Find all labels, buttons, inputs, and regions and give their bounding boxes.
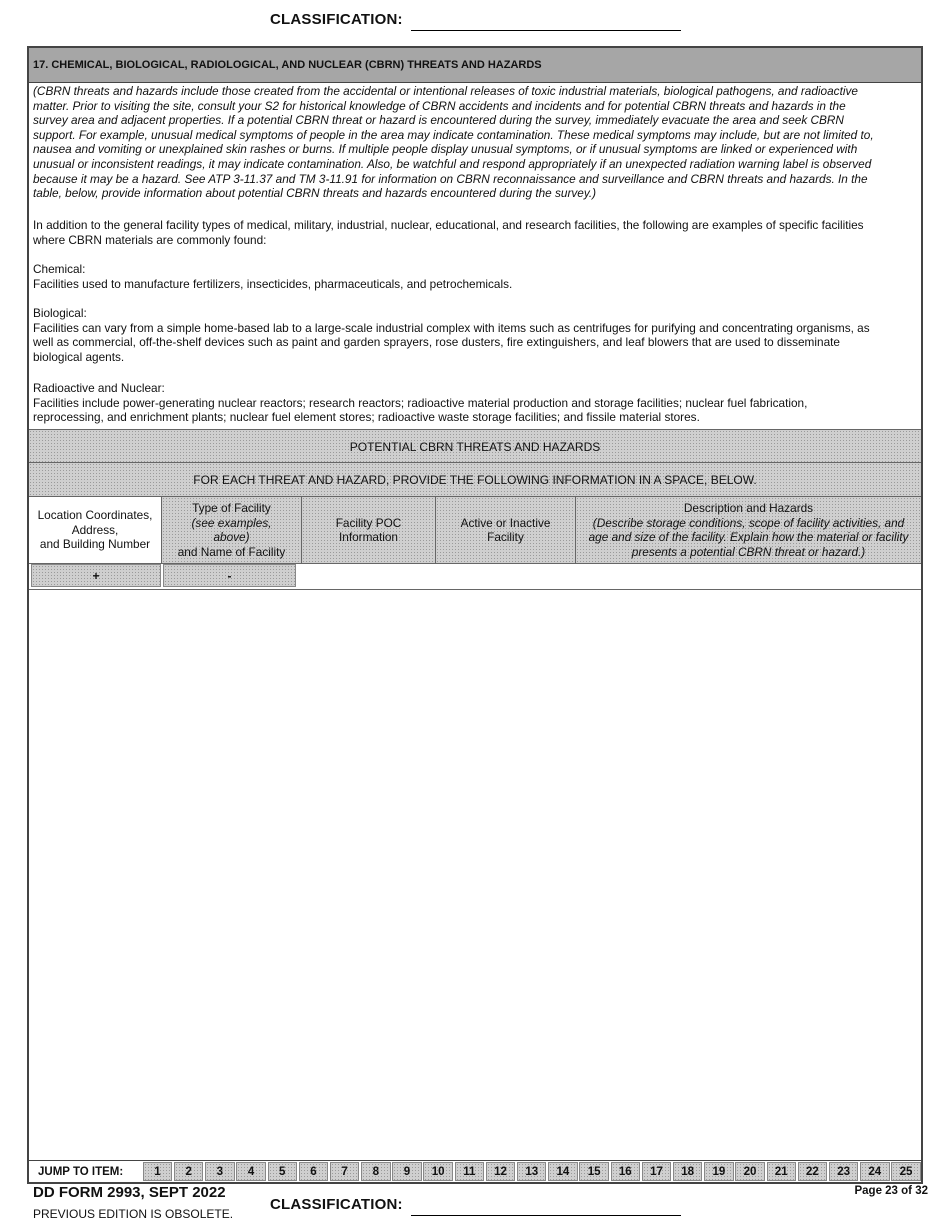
col-poc-line: Facility POC	[335, 515, 402, 530]
jump-item-button[interactable]: 20	[735, 1162, 764, 1181]
col-location	[29, 497, 162, 563]
chemical-heading: Chemical:	[33, 262, 86, 276]
col-description-line: presents a potential CBRN threat or hazard.)	[631, 544, 866, 559]
general-paragraph	[33, 218, 919, 247]
radioactive-text	[33, 396, 919, 425]
jump-item-button[interactable]: 7	[330, 1162, 359, 1181]
col-description	[576, 497, 921, 563]
section-frame	[27, 46, 923, 1184]
jump-item-button[interactable]: 23	[829, 1162, 858, 1181]
jump-item-button[interactable]: 2	[174, 1162, 203, 1181]
intro-line: matter. Prior to visiting the site, consult your S2 for historical knowledge of CBRN accidents and incidents and for potential CBRN threats and hazards in the	[33, 98, 846, 113]
intro-line: (CBRN threats and hazards include those created from the accidental or intentional releases of toxic industrial materials, biological pathogens, and radioactive	[33, 84, 858, 98]
col-active-line: Facility	[487, 530, 524, 544]
col-location-line: Location Coordinates,	[37, 508, 153, 523]
jump-item-button[interactable]: 11	[455, 1162, 484, 1181]
jump-item-button[interactable]: 12	[486, 1162, 515, 1181]
col-location-line: Address,	[71, 522, 119, 537]
jump-item-button[interactable]: 6	[299, 1162, 328, 1181]
intro-line: support. For example, unusual medical symptoms of people in the area may indicate contamination. These medical symptoms may include, but are not limited to,	[33, 127, 874, 142]
jump-item-button[interactable]: 19	[704, 1162, 733, 1181]
general-line: In addition to the general facility types of medical, military, industrial, nuclear, educational, and research facilities, the following are examples of specific facilities	[33, 218, 864, 232]
jump-item-button[interactable]: 10	[423, 1162, 452, 1181]
bottom-classification-field[interactable]	[411, 1215, 681, 1216]
intro-paragraph	[33, 84, 919, 201]
jump-item-button[interactable]: 18	[673, 1162, 702, 1181]
col-poc-line: Information	[338, 530, 398, 544]
section-title: 17. CHEMICAL, BIOLOGICAL, RADIOLOGICAL, AND NUCLEAR (CBRN) THREATS AND HAZARDS	[29, 48, 921, 83]
col-description-line: (Describe storage conditions, scope of facility activities, and	[592, 515, 905, 530]
biological-heading: Biological:	[33, 306, 87, 320]
radioactive-line: reprocessing, and enrichment plants; nuclear fuel element stores; radioactive waste storage facilities; and fissile material stores.	[33, 410, 700, 425]
jump-to-item-bar	[29, 1160, 921, 1182]
radioactive-heading: Radioactive and Nuclear:	[33, 381, 165, 395]
top-classification-field[interactable]	[411, 30, 681, 31]
table-band-instructions: FOR EACH THREAT AND HAZARD, PROVIDE THE FOLLOWING INFORMATION IN A SPACE, BELOW.	[29, 462, 921, 496]
jump-item-button[interactable]: 14	[548, 1162, 577, 1181]
jump-item-button[interactable]: 1	[143, 1162, 172, 1181]
intro-line: survey area and adjacent properties. If a potential CBRN threat or hazard is encountered during the survey, immediately evacuate the area and seek CBRN	[33, 113, 844, 128]
table-controls-row	[29, 562, 921, 590]
jump-item-button[interactable]: 3	[205, 1162, 234, 1181]
edition-note: PREVIOUS EDITION IS OBSOLETE.	[33, 1207, 234, 1221]
table-column-headers	[29, 496, 921, 564]
biological-line: well as commercial, off-the-shelf devices such as paint and garden sprayers, rose dusters, fire extinguishers, and leaf blowers that are used to disseminate	[33, 335, 840, 350]
page-number: Page 23 of 32	[854, 1185, 928, 1197]
intro-line: nausea and vomiting or unexplained skin rashes or burns. If multiple people display unusual symptoms, or if unusual symptoms are linked or experienced with	[33, 142, 858, 157]
chemical-text	[33, 277, 919, 292]
col-facility-type	[162, 497, 302, 563]
jump-label: JUMP TO ITEM:	[38, 1165, 124, 1178]
biological-text	[33, 321, 919, 365]
radioactive-block	[33, 381, 919, 425]
table-band-title: POTENTIAL CBRN THREATS AND HAZARDS	[29, 429, 921, 463]
jump-item-button[interactable]: 24	[860, 1162, 889, 1181]
jump-item-button[interactable]: 8	[361, 1162, 390, 1181]
chemical-line: Facilities used to manufacture fertilizers, insecticides, pharmaceuticals, and petrochemicals.	[33, 276, 513, 291]
intro-line: unusual or inconsistent readings, it may indicate contamination. Also, be watchful and respond appropriately if an unexpected radiation warning label is observed	[33, 156, 872, 171]
col-poc	[302, 497, 436, 563]
remove-row-button[interactable]: -	[163, 564, 296, 587]
general-line: where CBRN materials are commonly found:	[33, 232, 267, 247]
biological-line: Facilities can vary from a simple home-based lab to a large-scale industrial complex with items such as centrifuges for purifying and concentrating organisms, as	[33, 320, 870, 335]
radioactive-line: Facilities include power-generating nuclear reactors; research reactors; radioactive material production and storage facilities; nuclear fuel fabrication,	[33, 395, 808, 410]
col-facility-type-line: above)	[213, 530, 250, 544]
col-active-line: Active or Inactive	[460, 515, 551, 530]
bottom-classification-label: CLASSIFICATION:	[270, 1196, 403, 1213]
jump-item-button[interactable]: 16	[611, 1162, 640, 1181]
col-description-line: age and size of the facility. Explain how the material or facility	[588, 530, 909, 544]
table-entry-area[interactable]	[29, 590, 921, 1160]
add-row-button[interactable]: +	[31, 564, 161, 587]
chemical-block	[33, 262, 919, 291]
intro-line: because it may be a hazard. See ATP 3-11.37 and TM 3-11.91 for information on CBRN reconnaissance and surveillance and CBRN threats and hazards. In the	[33, 171, 868, 186]
jump-item-button[interactable]: 9	[392, 1162, 421, 1181]
jump-item-button[interactable]: 5	[268, 1162, 297, 1181]
jump-item-button[interactable]: 21	[767, 1162, 796, 1181]
col-facility-type-line: Type of Facility	[192, 501, 271, 515]
jump-item-button[interactable]: 22	[798, 1162, 827, 1181]
biological-line: biological agents.	[33, 349, 125, 364]
form-id: DD FORM 2993, SEPT 2022	[33, 1184, 226, 1201]
jump-item-button[interactable]: 4	[236, 1162, 265, 1181]
jump-item-button[interactable]: 15	[579, 1162, 608, 1181]
jump-item-button[interactable]: 25	[891, 1162, 920, 1181]
biological-block	[33, 306, 919, 364]
col-facility-type-line: (see examples,	[191, 515, 272, 530]
jump-item-button[interactable]: 13	[517, 1162, 546, 1181]
col-description-line: Description and Hazards	[683, 501, 814, 515]
intro-line: table, below, provide information about potential CBRN threats and hazards encountered during the survey.)	[33, 186, 597, 201]
col-facility-type-line: and Name of Facility	[177, 544, 286, 559]
col-location-line: and Building Number	[39, 537, 151, 552]
col-active	[436, 497, 576, 563]
top-classification-label: CLASSIFICATION:	[270, 11, 403, 28]
jump-item-button[interactable]: 17	[642, 1162, 671, 1181]
